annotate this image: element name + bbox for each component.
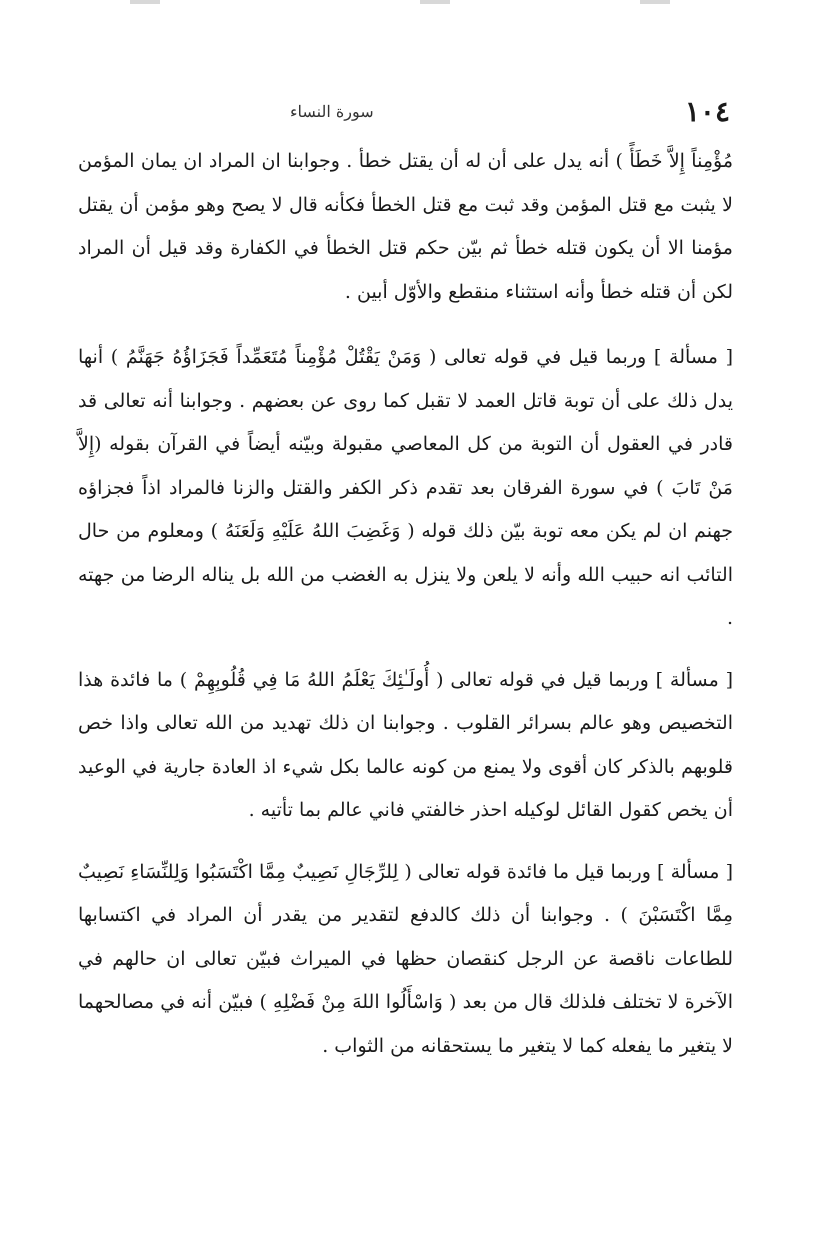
running-title: سورة النساء bbox=[290, 102, 374, 121]
page-body bbox=[78, 140, 733, 1086]
paragraph-text: وربما قيل ما فائدة قوله تعالى ( لِلرِّجَالِ نَصِيبٌ مِمَّا اكْتَسَبُوا وَلِلنِّسَاءِ نَصِيبٌ مِمَّا اكْتَسَبْنَ ) . وجوابنا أن ذلك كالدفع لتقدير من يقدر أن المراد في اكتسابها للطاعات ناقصة عن الرجل كنقصان حظها في الميراث فبيّن تعالى ان حالهم في الآخرة لا تختلف فلذلك قال من بعد ( وَاسْأَلُوا اللهَ مِنْ فَضْلِهِ ) فبيّن أنه في مصالحهما لا يتغير ما يفعله كما لا يتغير ما يستحقانه من الثواب . bbox=[78, 860, 733, 1057]
page-number: ١٠٤ bbox=[684, 95, 730, 128]
scan-artifact bbox=[640, 0, 670, 4]
paragraph bbox=[78, 336, 733, 641]
paragraph bbox=[78, 659, 733, 833]
section-label: [ مسألة ] bbox=[657, 860, 734, 883]
scan-artifact bbox=[420, 0, 450, 4]
section-label: [ مسألة ] bbox=[655, 668, 733, 691]
paragraph bbox=[78, 851, 733, 1069]
paragraph-text: مُؤْمِناً إِلاَّ خَطَأً ) أنه يدل على أن له أن يقتل خطأ . وجوابنا ان المراد ان يمان المؤمن لا يثبت مع قتل المؤمن وقد ثبت مع قتل الخطأ فكأنه قال لا يصح وهو مؤمن أن يقتل مؤمنا الا أن يكون قتله خطأ ثم بيّن حكم قتل الخطأ في الكفارة وقد قيل أن المراد لكن أن قتله خطأ وأنه استثناء منقطع والأوّل أبين . bbox=[78, 150, 733, 303]
paragraph-text: وربما قيل في قوله تعالى ( وَمَنْ يَقْتُلْ مُؤْمِناً مُتَعَمِّداً فَجَزَاؤُهُ جَهَنَّمُ ) أنها يدل ذلك على أن توبة قاتل العمد لا تقبل كما روى عن بعضهم . وجوابنا أنه تعالى قد قادر في العقول أن التوبة من كل المعاصي مقبولة وبيّنه أيضاً في القرآن بقوله (إِلاَّ مَنْ تَابَ ) في سورة الفرقان بعد تقدم ذكر الكفر والقتل والزنا فالمراد اذاً فجزاؤه جهنم ان لم يكن معه توبة بيّن ذلك قوله ( وَغَضِبَ اللهُ عَلَيْهِ وَلَعَنَهُ ) ومعلوم من حال التائب انه حبيب الله وأنه لا يلعن ولا ينزل به الغضب من الله بل يناله الرضا من جهته . bbox=[78, 346, 733, 629]
paragraph bbox=[78, 140, 733, 314]
scan-artifact bbox=[130, 0, 160, 4]
paragraph-text: وربما قيل في قوله تعالى ( أُولَـٰئِكَ يَعْلَمُ اللهُ مَا فِي قُلُوبِهِمْ ) ما فائدة هذا التخصيص وهو عالم بسرائر القلوب . وجوابنا ان ذلك تهديد من الله تعالى واذا خص قلوبهم بالذكر كان أقوى ولا يمنع من كونه عالما بكل شيء اذ العادة جارية في الوعيد أن يخص كقول القائل لوكيله احذر خالفتي فاني عالم بما تأتيه . bbox=[78, 668, 733, 821]
section-label: [ مسألة ] bbox=[653, 346, 734, 368]
page-header bbox=[90, 92, 730, 132]
